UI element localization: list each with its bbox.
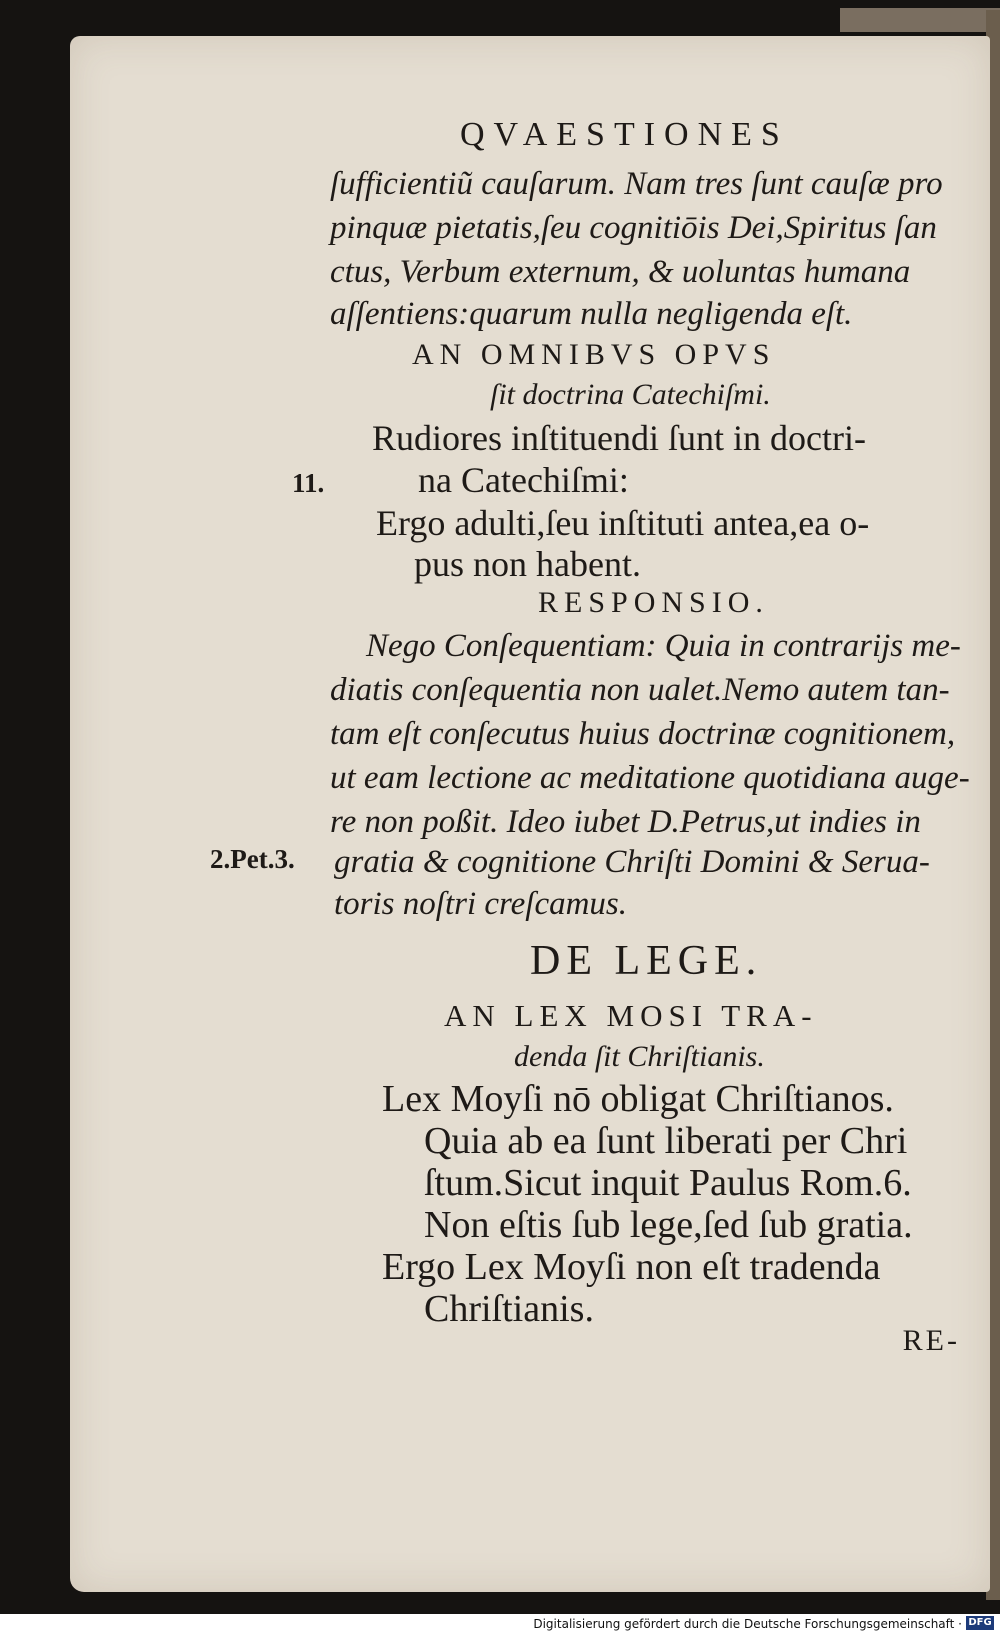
catchword: RE-	[902, 1324, 960, 1357]
margin-reference: 2.Pet.3.	[210, 844, 295, 874]
paragraph-line: aſſentiens:quarum nulla negligenda eſt.	[330, 296, 853, 332]
funding-note: Digitalisierung gefördert durch die Deutsche Forschungsgemeinschaft ·	[533, 1617, 962, 1631]
paragraph-line: pinquæ pietatis,ſeu cognitiōis Dei,Spiritus ſan	[330, 210, 937, 246]
paragraph-line: ſufficientiũ cauſarum. Nam tres ſunt cauſæ pro	[330, 166, 943, 202]
dfg-logo: DFG	[966, 1616, 994, 1630]
argument-line: na Catechiſmi:	[418, 460, 629, 500]
question-heading: AN OMNIBVS OPVS	[412, 338, 776, 371]
response-line: ut eam lectione ac meditatione quotidiana auge-	[330, 760, 970, 796]
argument-line: Chriſtianis.	[424, 1288, 594, 1330]
running-header: QVAESTIONES	[460, 116, 789, 153]
responsio-heading: RESPONSIO.	[538, 586, 769, 619]
argument-line: Quia ab ea ſunt liberati per Chri	[424, 1120, 908, 1162]
question-subheading: denda ſit Chriſtianis.	[514, 1040, 765, 1073]
response-line: tam eſt conſecutus huius doctrinæ cognitionem,	[330, 716, 956, 752]
argument-line: Non eſtis ſub lege,ſed ſub gratia.	[424, 1204, 913, 1246]
margin-number: 11.	[292, 468, 325, 498]
question-heading: AN LEX MOSI TRA-	[444, 998, 818, 1033]
section-title: DE LEGE.	[530, 938, 763, 984]
argument-line: Ergo adulti,ſeu inſtituti antea,ea o-	[376, 503, 870, 543]
response-line: toris noſtri creſcamus.	[334, 886, 628, 922]
response-line: diatis conſequentia non ualet.Nemo autem tan-	[330, 672, 950, 708]
argument-line: Rudiores inſtituendi ſunt in doctri-	[372, 418, 866, 458]
argument-line: Lex Moyſi nō obligat Chriſtianos.	[382, 1078, 894, 1120]
response-line: Nego Conſequentiam: Quia in contrarijs me-	[366, 628, 961, 664]
response-line: re non poßit. Ideo iubet D.Petrus,ut indies in	[330, 804, 921, 840]
response-line: gratia & cognitione Chriſti Domini & Serua-	[334, 844, 930, 880]
question-subheading: ſit doctrina Catechiſmi.	[490, 378, 771, 411]
argument-line: ſtum.Sicut inquit Paulus Rom.6.	[424, 1162, 912, 1204]
argument-line: pus non habent.	[414, 544, 641, 584]
page-edge	[840, 8, 1000, 32]
paragraph-line: ctus, Verbum externum, & uoluntas humana	[330, 254, 911, 290]
argument-line: Ergo Lex Moyſi non eſt tradenda	[382, 1246, 881, 1288]
